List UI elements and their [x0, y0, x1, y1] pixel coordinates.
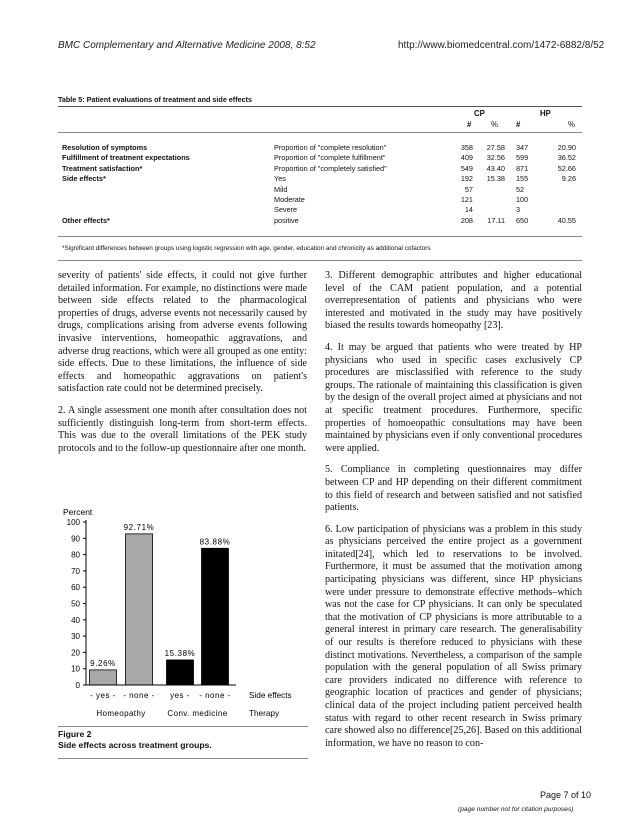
cp-percent-cell: 32.56: [486, 153, 505, 163]
paragraph-limitation-6: 6. Low participation of physicians was a problem in this study as physicians perceived the entire project as a government initated[24], which led to reservations to be involved. Furthermore, it must be assumed that the motivation among participating physicians was different, since HP physicians were under pressure to demonstrate effective methods–which was not the case for CP physicians. It can only be speculated that the motivation of CP physicians is more attributable to a general interest in primary care research. The generalisability of our results is therefore reduced to physicians with these distinct motivations. Nevertheless, a comparison of the sample population with the general population of all Swiss primary care providers indicated no difference with reference to geographic location of practices and gender of physicians; clinical data of the project including patient perceived health status with regard to other recent research in Swiss primary care showed also no difference[25,26]. Based on this additional information, we have no reason to con-: [325, 523, 582, 749]
x-group-label: Homeopathy: [96, 709, 146, 718]
right-column: [325, 270, 582, 759]
row-measure: Moderate: [274, 195, 305, 204]
hp-percent-cell: 40.55: [557, 215, 576, 225]
page-note: (page number not for citation purposes): [458, 806, 574, 813]
hp-count-cell: 100: [516, 195, 529, 204]
cp-count-cell: 549: [460, 163, 473, 173]
paragraph-limitation-4: 4. It may be argued that patients who were treated by HP physicians who used in specific cases exclusively CP procedures are misclassified with reference to the study groups. The rationale of maintaining this classification is given by the design of the overall project aimed at physicians and not at specific treatment procedures. Furthermore, specific properties of homoeopathic consultations may have been maintained by physicians even if only conventional procedures were applied.: [325, 341, 582, 454]
bar: [90, 670, 117, 685]
x-category-label: yes -: [170, 691, 190, 700]
hp-pct-header: %: [568, 120, 575, 129]
journal-header: [58, 40, 316, 51]
table-title: Table 5: Patient evaluations of treatment and side effects: [58, 95, 252, 104]
figure-label: Figure 2: [58, 729, 92, 739]
row-measure: Yes: [274, 174, 286, 184]
row-label: Side effects*: [62, 174, 106, 184]
bar-value-label: 15.38%: [164, 648, 196, 658]
cp-percent-cell: 17.11: [487, 215, 505, 225]
y-tick-label: 40: [71, 615, 80, 625]
table-end-rule: [58, 260, 582, 261]
bar: [202, 548, 229, 685]
bars: [90, 523, 231, 685]
row-label: Other effects*: [62, 215, 110, 225]
paragraph-limitation-5: 5. Compliance in completing questionnaires may differ between CP and HP depending on their different commitment to this field of research and between satisfied and not satisfied patients.: [325, 464, 582, 514]
row-measure: Proportion of "completely satisfied": [274, 163, 387, 173]
hp-count-cell: 3: [516, 205, 521, 215]
row-measure: positive: [274, 215, 299, 225]
y-tick-label: 0: [75, 681, 80, 690]
x-category-label: - none -: [123, 691, 155, 700]
table-top-rule: [58, 106, 582, 107]
cp-count-cell: 409: [460, 153, 473, 163]
cp-count-cell: 14: [464, 205, 473, 215]
y-tick-label: 80: [71, 550, 80, 560]
y-tick-label: 10: [71, 664, 80, 674]
cp-percent-cell: 15.38: [486, 174, 505, 184]
x-category-label: - none -: [199, 691, 231, 700]
hp-count-cell: 347: [516, 143, 529, 152]
cp-pct-header: %: [491, 120, 498, 129]
bar-value-label: 83.88%: [199, 537, 231, 547]
x-category-label: - yes -: [90, 691, 116, 700]
page-number: Page 7 of 10: [540, 790, 592, 800]
group-hp-header: HP: [540, 109, 551, 118]
bar-value-label: 9.26%: [90, 658, 116, 668]
y-tick-label: 50: [71, 599, 80, 609]
cp-count-header: #: [467, 120, 472, 129]
x-group-label: Conv. medicine: [167, 709, 228, 718]
row-label: Resolution of symptoms: [62, 143, 148, 152]
y-tick-label: 20: [71, 648, 80, 658]
x-axis: [86, 685, 236, 718]
y-tick-label: 90: [71, 534, 80, 544]
hp-percent-cell: 52.66: [557, 163, 576, 173]
hp-count-cell: 52: [516, 184, 525, 194]
hp-percent-cell: 36.52: [557, 153, 576, 163]
group-cp-header: CP: [474, 109, 485, 118]
journal-name: BMC Complementary and Alternative Medicine: [58, 40, 266, 51]
left-column: [58, 270, 307, 464]
y-tick-label: 100: [66, 518, 80, 527]
row-label: Fulfillment of treatment expectations: [62, 153, 190, 163]
table-bottom-rule: [58, 236, 582, 237]
journal-url[interactable]: http://www.biomedcentral.com/1472-6882/8/52: [398, 40, 605, 51]
hp-count-cell: 650: [516, 215, 529, 225]
figure-top-rule: [58, 726, 308, 727]
y-axis-title: Percent: [63, 507, 93, 517]
cp-percent-cell: 27.58: [486, 143, 505, 152]
y-axis: [67, 518, 86, 690]
cp-count-cell: 57: [464, 184, 473, 194]
figure-caption: [58, 729, 212, 751]
table-header-rule: [58, 132, 582, 133]
legend-therapy: Therapy: [249, 709, 280, 718]
figure-bottom-rule: [58, 758, 308, 759]
y-tick-label: 60: [71, 583, 80, 593]
hp-count-header: #: [516, 120, 521, 129]
paragraph-limitation-3: 3. Different demographic attributes and higher educational level of the CAM patient population, and a potential overrepresentation of patients and physicians who were interested and motivated in the study may have positively biased the results towards homeopathy [23].: [325, 270, 582, 332]
legend-side-effects: Side effects: [249, 691, 292, 700]
cp-count-cell: 121: [460, 195, 473, 204]
row-measure: Proportion of "complete resolution": [274, 143, 387, 152]
side-effects-chart: [58, 500, 308, 722]
y-tick-label: 70: [71, 566, 80, 576]
row-measure: Proportion of "complete fulfillment": [274, 153, 386, 163]
hp-count-cell: 871: [516, 163, 529, 173]
y-tick-label: 30: [71, 632, 80, 642]
hp-percent-cell: 20.90: [557, 143, 576, 152]
paragraph-limitation-2: 2. A single assessment one month after consultation does not sufficiently distinguish long-term from short-term effects. This was due to the overall limitations of the PEK study protocols and to the follow-up questionnaire after one month.: [58, 404, 307, 454]
hp-percent-cell: 9.26: [561, 174, 576, 184]
cp-count-cell: 208: [460, 215, 473, 225]
row-measure: Mild: [274, 184, 288, 194]
hp-count-cell: 599: [516, 153, 529, 163]
hp-count-cell: 155: [516, 174, 529, 184]
cp-percent-cell: 43.40: [486, 163, 505, 173]
journal-volume: 2008, 8:52: [268, 40, 316, 51]
paragraph-limitation-1: severity of patients' side effects, it could not give further detailed information. For example, no distinctions were made between side effects related to the pharmacological properties of drugs, adverse events not necessarily caused by drugs, complications arising from adverse events following invasive interventions, homeopathic aggravations, and adverse drug reactions, which were all grouped as one entity: side effects. Due to these limitations, the influence of side effects and homeopathic aggravations on patient's satisfaction rate could not be determined precisely.: [58, 270, 307, 395]
table-footnote: *Significant differences between groups using logistic regression with age, gender, education and chronicity as additional cofactors: [62, 245, 431, 252]
bar: [126, 534, 153, 685]
figure-title: Side effects across treatment groups.: [58, 740, 212, 750]
bar: [167, 660, 194, 685]
cp-count-cell: 192: [460, 174, 473, 184]
row-measure: Severe: [274, 205, 298, 215]
row-label: Treatment satisfaction*: [62, 163, 143, 173]
bar-value-label: 92.71%: [123, 522, 155, 532]
cp-count-cell: 358: [460, 143, 473, 152]
